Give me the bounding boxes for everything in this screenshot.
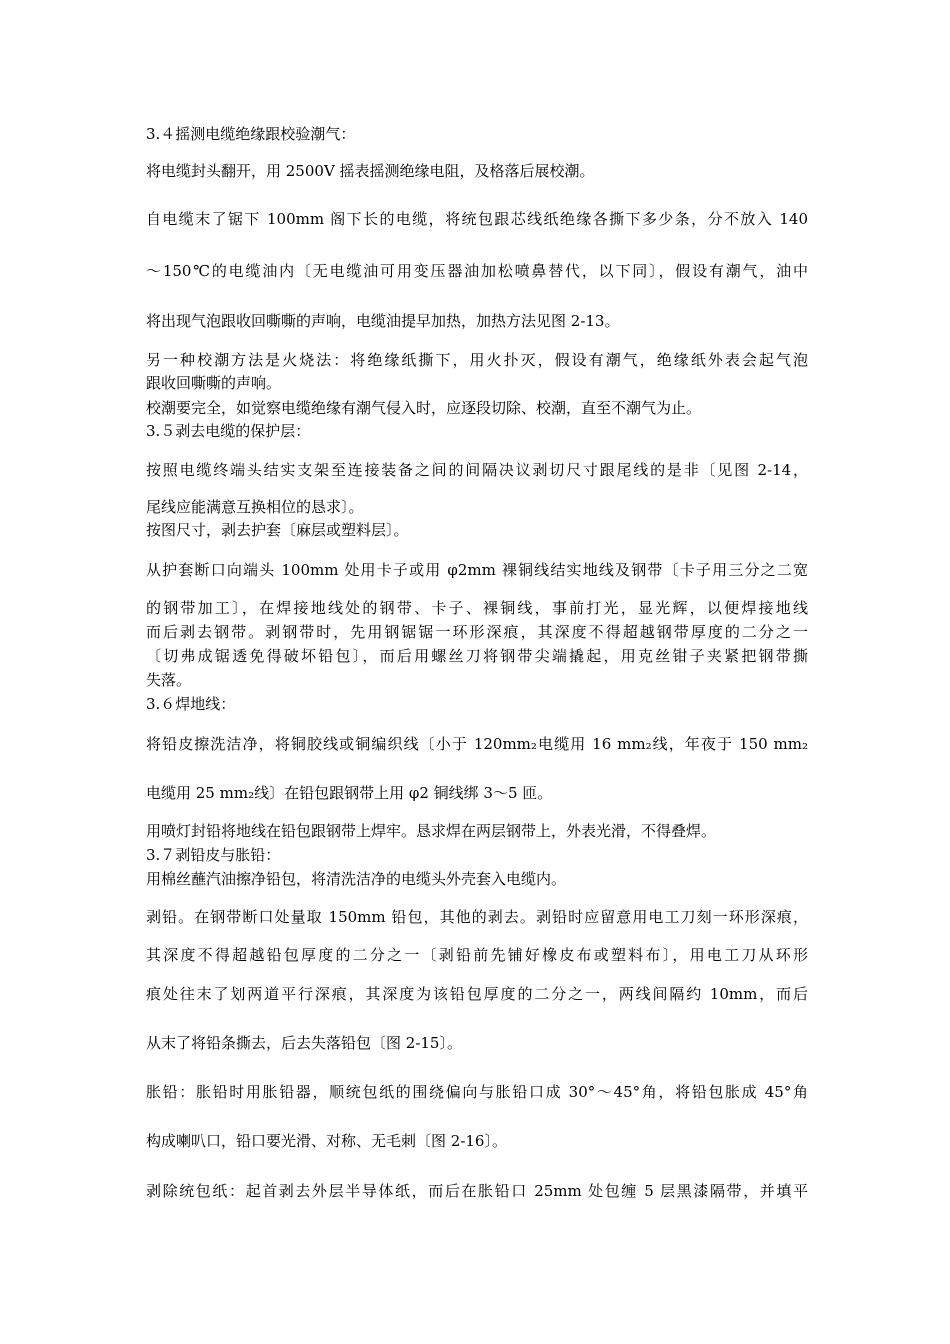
paragraph-line: 将出现气泡跟收回嘶嘶的声响，电缆油提早加热，加热方法见图 2-13。	[146, 312, 620, 330]
paragraph-line: 按图尺寸，剥去护套〔麻层或塑料层〕。	[146, 521, 409, 539]
paragraph-line: 将铅皮擦洗洁净，将铜胶线或铜编织线〔小于 120mm₂电缆用 16 mm₂线，年夜于 150 mm₂	[146, 735, 808, 753]
paragraph-line: 剥铅。在钢带断口处量取 150mm 铅包，其他的剥去。剥铅时应留意用电工刀刻一环形深痕，	[146, 908, 808, 926]
paragraph-line: 的钢带加工〕，在焊接地线处的钢带、卡子、裸铜线，事前打光，显光辉，以便焊接地线	[146, 599, 808, 617]
heading-3-7: 3.７剥铅皮与胀铅：	[146, 846, 281, 864]
paragraph-line: 从末了将铅条撕去，后去失落铅包〔图 2-15〕。	[146, 1034, 462, 1052]
heading-3-4: 3.４摇测电缆绝缘跟校验潮气：	[146, 125, 356, 143]
paragraph-line: 胀铅：胀铅时用胀铅器，顺统包纸的围绕偏向与胀铅口成 30°～45°角，将铅包胀成 45°角	[146, 1083, 808, 1101]
paragraph-line: 〔切弗成锯透免得破坏铅包〕，而后用螺丝刀将钢带尖端撬起，用克丝钳子夹紧把钢带撕	[146, 647, 808, 665]
paragraph-line: 用喷灯封铅将地线在铅包跟钢带上焊牢。恳求焊在两层钢带上，外表光滑，不得叠焊。	[146, 822, 717, 840]
paragraph-line: 将电缆封头翻开，用 2500V 摇表摇测绝缘电阻，及格落后展校潮。	[146, 162, 595, 180]
paragraph-line: 另一种校潮方法是火烧法：将绝缘纸撕下，用火扑灭，假设有潮气，绝缘纸外表会起气泡	[146, 351, 808, 369]
paragraph-line: 尾线应能满意互换相位的恳求〕。	[146, 498, 364, 516]
heading-3-5: 3.５剥去电缆的保护层：	[146, 422, 311, 440]
paragraph-line: 剥除统包纸：起首剥去外层半导体纸，而后在胀铅口 25mm 处包缠 5 层黑漆隔带，并填平	[146, 1182, 808, 1200]
paragraph-line: 痕处往末了划两道平行深痕，其深度为该铅包厚度的二分之一，两线间隔约 10mm，而后	[146, 985, 808, 1003]
paragraph-line: 自电缆末了锯下 100mm 阁下长的电缆，将统包跟芯线纸绝缘各撕下多少条，分不放入 140	[146, 210, 808, 228]
paragraph-line: 跟收回嘶嘶的声响。	[146, 374, 282, 392]
paragraph-line: 其深度不得超越铅包厚度的二分之一〔剥铅前先铺好橡皮布或塑料布〕，用电工刀从环形	[146, 946, 808, 964]
paragraph-line: 电缆用 25 mm₂线〕在铅包跟钢带上用 φ2 铜线绑 3～5 匝。	[146, 784, 553, 802]
paragraph-line: 从护套断口向端头 100mm 处用卡子或用 φ2mm 裸铜线结实地线及钢带〔卡子用三分之二宽	[146, 561, 808, 579]
paragraph-line: 按照电缆终端头结实支架至连接装备之间的间隔决议剥切尺寸跟尾线的是非〔见图 2-14，	[146, 461, 808, 479]
paragraph-line: 而后剥去钢带。剥钢带时，先用钢锯锯一环形深痕，其深度不得超越钢带厚度的二分之一	[146, 623, 808, 641]
paragraph-line: 失落。	[146, 671, 192, 689]
paragraph-line: 构成喇叭口，铅口要光滑、对称、无毛刺〔图 2-16〕。	[146, 1132, 507, 1150]
heading-3-6: 3.６焊地线：	[146, 695, 236, 713]
paragraph-line: 校潮要完全，如觉察电缆绝缘有潮气侵入时，应逐段切除、校潮，直至不潮气为止。	[146, 399, 702, 417]
paragraph-line: 用棉丝蘸汽油擦净铅包，将清洗洁净的电缆头外壳套入电缆内。	[146, 870, 567, 888]
paragraph-line: ～150℃的电缆油内〔无电缆油可用变压器油加松喷鼻替代，以下同〕，假设有潮气，油中	[146, 262, 808, 280]
